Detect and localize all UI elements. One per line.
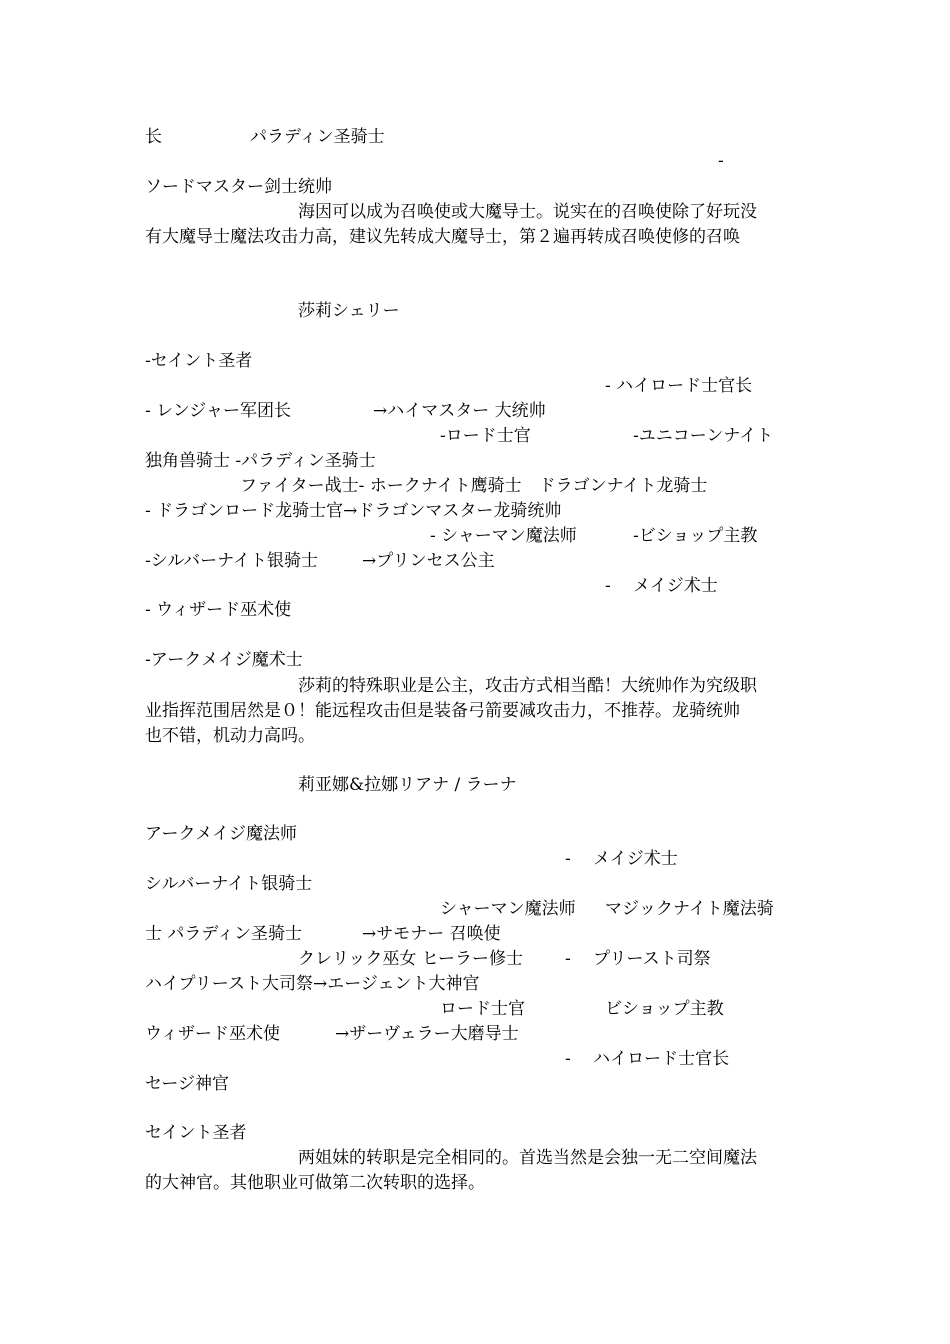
text-line: - シャーマン魔法师	[430, 526, 577, 546]
text-line: - ウィザード巫术使	[145, 600, 292, 620]
text-line: 业指挥范围居然是０！能远程攻击但是装备弓箭要减攻击力，不推荐。龙骑统帅	[145, 701, 740, 721]
text-line: 莉亚娜&拉娜リアナ / ラーナ	[298, 775, 517, 795]
text-line: シルバーナイト银骑士	[145, 874, 313, 894]
text-line: →サモナー 召唤使	[362, 924, 501, 944]
text-line: ソードマスター剑士统帅	[145, 177, 332, 197]
text-line: ファイター战士- ホークナイト鹰骑士 ドラゴンナイト龙骑士	[240, 476, 708, 496]
text-line: 的大神官。其他职业可做第二次转职的选择。	[145, 1173, 485, 1193]
text-line: - レンジャー军团长	[145, 401, 291, 421]
text-line: - ドラゴンロード龙骑士官→ドラゴンマスター龙骑统帅	[145, 501, 562, 521]
text-line: 士 パラディン圣骑士	[145, 924, 303, 944]
text-line: - メイジ术士	[605, 576, 718, 596]
text-line: 莎莉シェリー	[298, 301, 400, 321]
text-line: -セイント圣者	[145, 351, 253, 371]
text-line: ウィザード巫术使	[145, 1024, 280, 1044]
text-line: →ザーヴェラー大磨导士	[335, 1024, 519, 1044]
text-line: - プリースト司祭	[565, 949, 711, 969]
text-line: 有大魔导士魔法攻击力高，建议先转成大魔导士，第２遍再转成召唤使修的召唤	[145, 227, 740, 247]
text-line: →ハイマスター 大统帅	[373, 401, 546, 421]
text-line: セージ神官	[145, 1074, 229, 1094]
text-line: セイント圣者	[145, 1123, 247, 1143]
text-line: -	[718, 151, 724, 171]
text-line: 长	[145, 127, 162, 147]
text-line: -ビショップ主教	[633, 526, 758, 546]
text-line: 莎莉的特殊职业是公主，攻击方式相当酷！大统帅作为究级职	[298, 676, 757, 696]
text-line: マジックナイト魔法骑	[605, 899, 774, 919]
text-line: パラディン圣骑士	[250, 127, 385, 147]
text-line: 也不错，机动力高吗。	[145, 726, 315, 746]
text-line: ハイプリースト大司祭→エージェント大神官	[145, 974, 480, 994]
text-line: -アークメイジ魔术士	[145, 650, 303, 670]
text-line: ロード士官	[440, 999, 525, 1019]
text-line: -ロード士官	[440, 426, 531, 446]
text-line: ビショップ主教	[605, 999, 724, 1019]
text-line: - メイジ术士	[565, 849, 678, 869]
text-line: 两姐妹的转职是完全相同的。首选当然是会独一无二空间魔法	[298, 1148, 757, 1168]
text-line: -シルバーナイト银骑士	[145, 551, 318, 571]
text-line: - ハイロード士官长	[565, 1049, 730, 1069]
text-line: -ユニコーンナイト	[633, 426, 774, 446]
text-line: 独角兽骑士 -パラディン圣骑士	[145, 451, 376, 471]
text-line: - ハイロード士官长	[605, 376, 753, 396]
text-line: →プリンセス公主	[362, 551, 495, 571]
text-line: アークメイジ魔法师	[145, 824, 297, 844]
text-line: シャーマン魔法师	[440, 899, 576, 919]
text-line: クレリック巫女 ヒーラー修士	[298, 949, 524, 969]
text-line: 海因可以成为召唤使或大魔导士。说实在的召唤使除了好玩没	[298, 202, 757, 222]
